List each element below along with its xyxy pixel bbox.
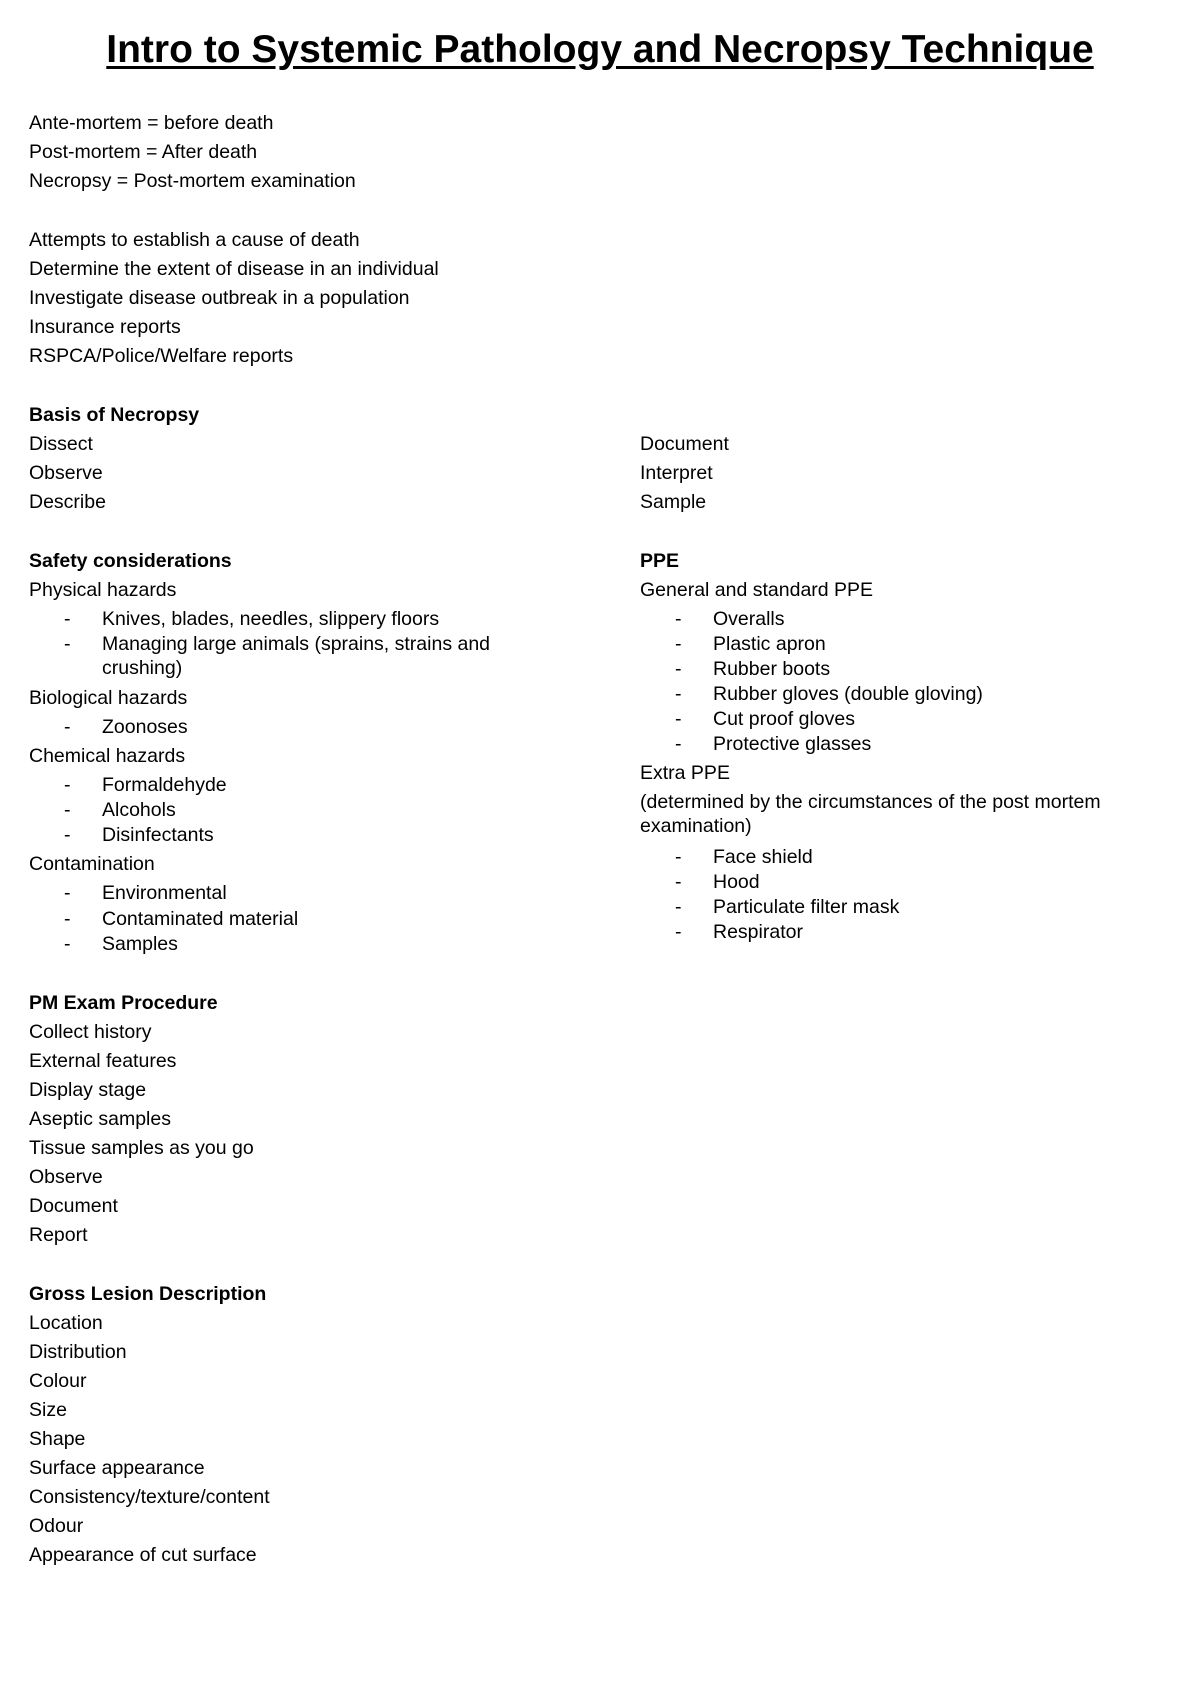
section-heading-lesion: Gross Lesion Description [29,1283,267,1305]
bullet-dash: - [64,908,71,930]
lesion-item: Distribution [29,1341,127,1363]
list-item-text: Face shield [713,846,813,868]
basis-item: Document [640,433,729,455]
purpose-line: Determine the extent of disease in an individual [29,258,439,280]
bullet-dash: - [64,716,71,738]
list-item-text: Overalls [713,608,785,630]
page-title: Intro to Systemic Pathology and Necropsy Technique [106,28,1094,71]
list-item-text: Contaminated material [102,908,299,930]
bullet-dash: - [675,708,682,730]
bullet-dash: - [675,871,682,893]
bullet-dash: - [675,896,682,918]
bullet-dash: - [64,774,71,796]
basis-item: Interpret [640,462,713,484]
purpose-line: RSPCA/Police/Welfare reports [29,345,294,367]
lesion-item: Odour [29,1515,84,1537]
hazard-label: Biological hazards [29,687,188,709]
section-heading-ppe: PPE [640,550,680,572]
list-item-text: Particulate filter mask [713,896,900,918]
list-item-text: Plastic apron [713,633,826,655]
purpose-line: Insurance reports [29,316,181,338]
definition-line: Post-mortem = After death [29,141,258,163]
section-heading-safety: Safety considerations [29,550,232,572]
list-item-text: Environmental [102,882,227,904]
bullet-dash: - [675,846,682,868]
lesion-item: Location [29,1312,103,1334]
list-item-text: Formaldehyde [102,774,227,796]
list-item-text: Knives, blades, needles, slippery floors [102,608,440,630]
bullet-dash: - [675,733,682,755]
hazard-label: Chemical hazards [29,745,186,767]
hazard-label: Contamination [29,853,155,875]
bullet-dash: - [675,921,682,943]
procedure-item: Collect history [29,1021,152,1043]
list-item-text: Rubber boots [713,658,831,680]
list-item-text: Managing large animals (sprains, strains and crushing) [102,633,491,679]
lesion-item: Consistency/texture/content [29,1486,270,1508]
ppe-note: (determined by the circumstances of the post mortem examination) [640,791,1101,837]
procedure-item: Tissue samples as you go [29,1137,254,1159]
lesion-item: Colour [29,1370,87,1392]
list-item-text: Alcohols [102,799,176,821]
list-item-text: Cut proof gloves [713,708,855,730]
bullet-dash: - [675,633,682,655]
bullet-dash: - [64,608,71,630]
bullet-dash: - [64,799,71,821]
list-item-text: Protective glasses [713,733,872,755]
procedure-item: Document [29,1195,118,1217]
lesion-item: Size [29,1399,67,1421]
basis-item: Observe [29,462,103,484]
list-item-text: Rubber gloves (double gloving) [713,683,983,705]
list-item-text: Samples [102,933,178,955]
procedure-item: Report [29,1224,88,1246]
lesion-item: Surface appearance [29,1457,205,1479]
list-item-text: Disinfectants [102,824,214,846]
bullet-dash: - [64,882,71,904]
purpose-line: Investigate disease outbreak in a population [29,287,410,309]
definition-line: Necropsy = Post-mortem examination [29,170,356,192]
definition-line: Ante-mortem = before death [29,112,274,134]
bullet-dash: - [64,933,71,955]
procedure-item: Aseptic samples [29,1108,171,1130]
basis-item: Sample [640,491,707,513]
section-heading-basis: Basis of Necropsy [29,404,200,426]
bullet-dash: - [64,633,71,655]
list-item-text: Hood [713,871,760,893]
basis-item: Dissect [29,433,93,455]
procedure-item: Observe [29,1166,103,1188]
bullet-dash: - [675,658,682,680]
bullet-dash: - [675,683,682,705]
bullet-dash: - [64,824,71,846]
ppe-label: General and standard PPE [640,579,874,601]
basis-item: Describe [29,491,106,513]
ppe-label: Extra PPE [640,762,730,784]
procedure-item: Display stage [29,1079,147,1101]
hazard-label: Physical hazards [29,579,177,601]
list-item-text: Zoonoses [102,716,188,738]
section-heading-procedure: PM Exam Procedure [29,992,218,1014]
procedure-item: External features [29,1050,177,1072]
list-item-text: Respirator [713,921,803,943]
purpose-line: Attempts to establish a cause of death [29,229,360,251]
bullet-dash: - [675,608,682,630]
lesion-item: Shape [29,1428,86,1450]
lesion-item: Appearance of cut surface [29,1544,257,1566]
